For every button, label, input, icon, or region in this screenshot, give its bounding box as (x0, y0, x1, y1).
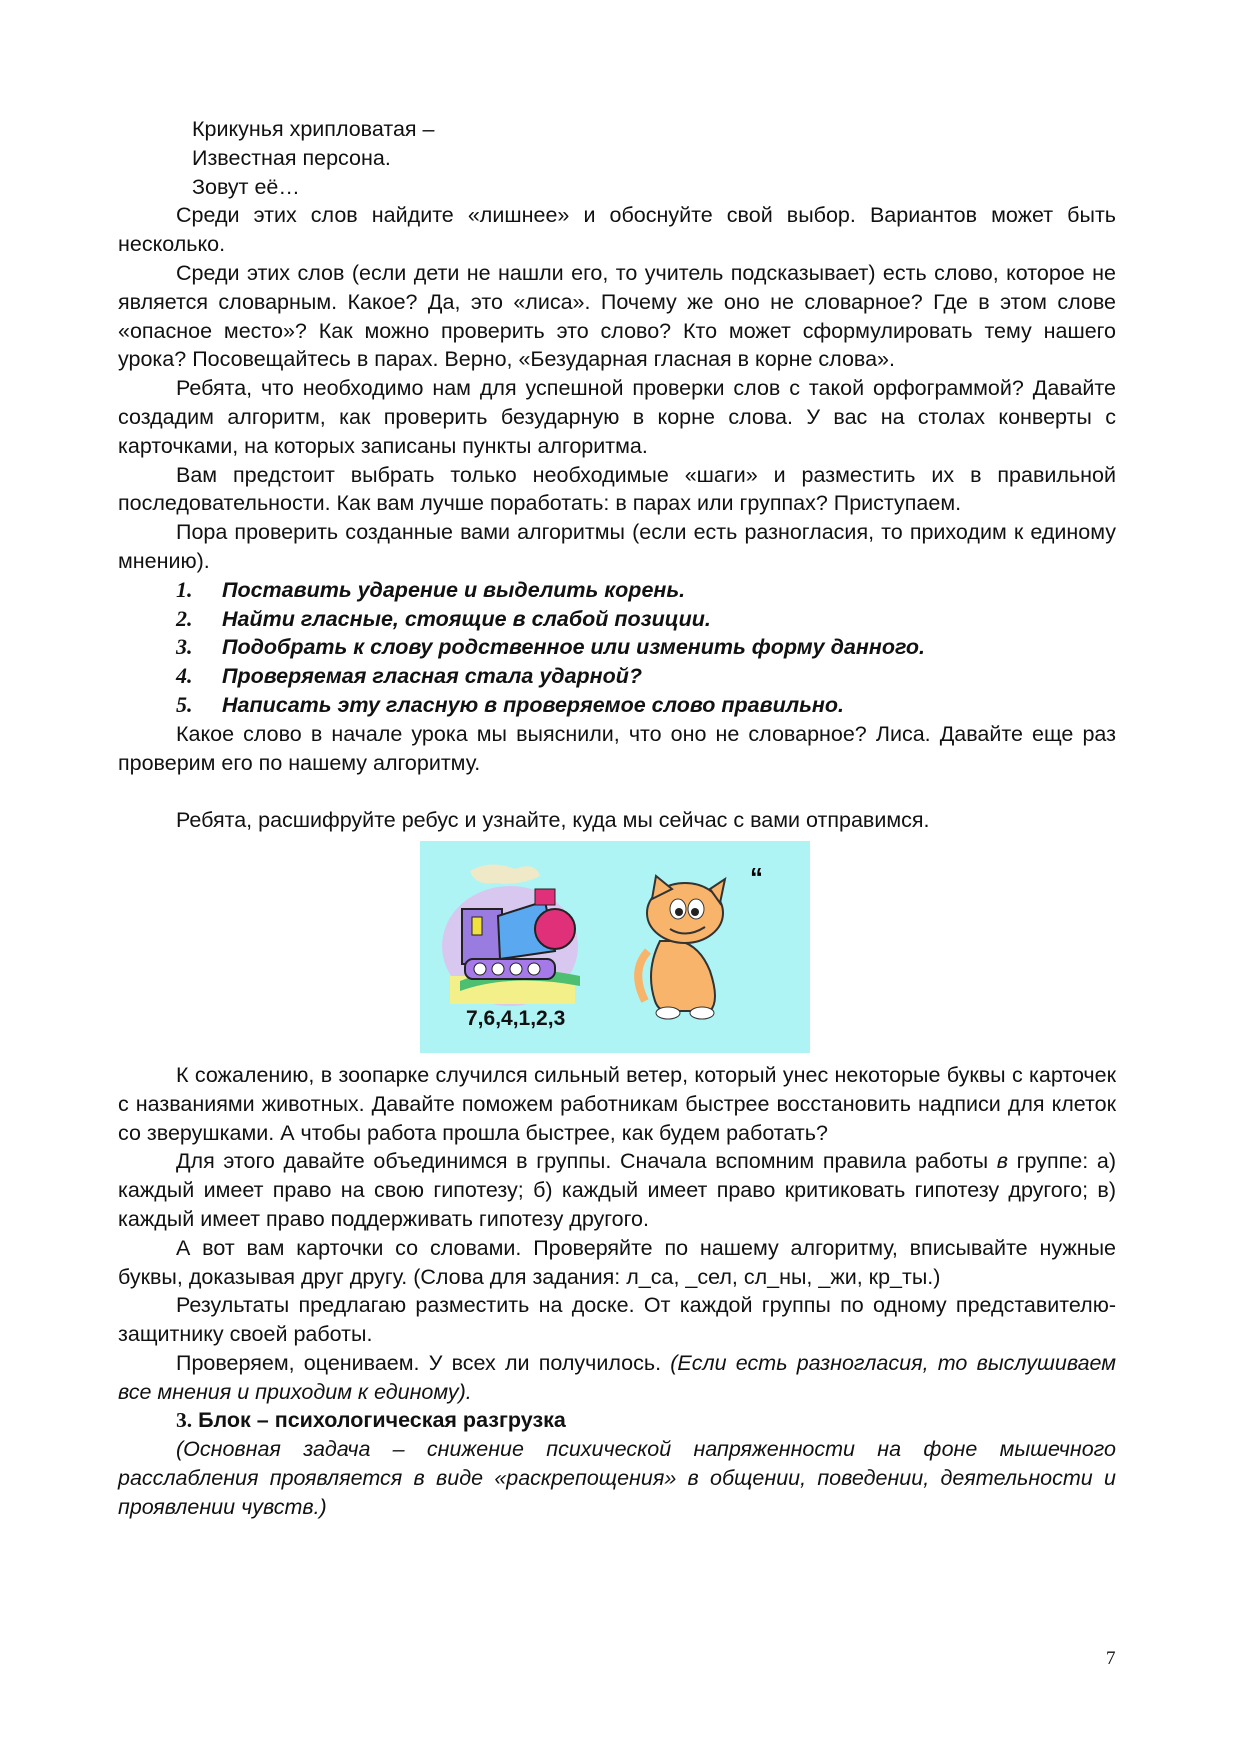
rebus-image (420, 841, 810, 1053)
paragraph: Вам предстоит выбрать только необходимые «шаги» и разместить их в правильной последовательности. Как вам лучше поработать: в парах или группах? Приступаем. (118, 462, 1116, 516)
algorithm-list (118, 576, 1116, 720)
rebus-quote: “ (750, 861, 763, 892)
step-number: 5. (176, 691, 193, 717)
train-icon (442, 864, 580, 1006)
page-number: 7 (1106, 1648, 1116, 1669)
text-italic: в (996, 1149, 1008, 1174)
algorithm-step (118, 605, 1116, 634)
paragraph: К сожалению, в зоопарке случился сильный ветер, который унес некоторые буквы с карточек с названиями животных. Давайте поможем работникам быстрее восстановить надписи для клеток со зверушками. А чтобы работа прошла быстрее, как будем работать? (118, 1062, 1116, 1145)
step-text: Написать эту гласную в проверяемое слово правильно. (222, 692, 844, 717)
step-text: Проверяемая гласная стала ударной? (222, 664, 643, 689)
document-body (118, 115, 1116, 1522)
step-number: 3. (176, 634, 193, 660)
rebus-numbers: 7,6,4,1,2,3 (466, 1006, 566, 1030)
text: Для этого давайте объединимся в группы. Сначала вспомним правила работы (176, 1149, 997, 1174)
paragraph: Среди этих слов (если дети не нашли его, то учитель подсказывает) есть слово, которое не является словарным. Какое? Да, это «лиса». Почему же оно не словарное? Где в этом слове «опасное место»? Как можно проверить это слово? Кто может сформулировать тему нашего урока? Посовещайтесь в парах. Верно, «Безударная гласная в корне слова». (118, 260, 1116, 372)
paragraph (118, 1349, 1116, 1407)
poem-line: Крикунья хрипловатая – (192, 117, 435, 141)
paragraph: Среди этих слов найдите «лишнее» и обоснуйте свой выбор. Вариантов может быть несколько. (118, 203, 1116, 257)
step-text: Подобрать к слову родственное или изменить форму данного. (222, 635, 926, 660)
step-text: Найти гласные, стоящие в слабой позиции. (222, 606, 711, 631)
paragraph: Ребята, что необходимо нам для успешной проверки слов с такой орфограммой? Давайте создадим алгоритм, как проверить безударную в корне слова. У вас на столах конверты с карточками, на которых записаны пункты алгоритма. (118, 376, 1116, 458)
paragraph: А вот вам карточки со словами. Проверяйте по нашему алгоритму, вписывайте нужные буквы, доказывая друг другу. (Слова для задания: л_са, _сел, сл_ны, _жи, кр_ты.) (118, 1235, 1116, 1289)
algorithm-step (118, 662, 1116, 691)
text: Проверяем, оцениваем. У всех ли получилось. (176, 1350, 671, 1375)
section-number: 3. (176, 1408, 193, 1433)
poem-line: Известная персона. (192, 145, 391, 170)
paragraph: Результаты предлагаю разместить на доске. От каждой группы по одному представителю-защитнику своей работы. (118, 1293, 1116, 1347)
step-text: Поставить ударение и выделить корень. (222, 577, 686, 602)
step-number: 1. (176, 576, 193, 602)
section-title: Блок – психологическая разгрузка (192, 1408, 566, 1433)
text: группе: а) каждый имеет право на свою гипотезу; б) каждый имеет право критиковать гипотезу другого; в) каждый имеет право поддерживать гипотезу другого. (118, 1149, 1116, 1231)
section-heading (118, 1406, 1116, 1435)
algorithm-step (118, 691, 1116, 720)
paragraph (118, 1435, 1116, 1521)
algorithm-step (118, 633, 1116, 662)
step-number: 2. (176, 605, 193, 631)
poem-line: Зовут её… (192, 174, 300, 199)
paragraph: Пора проверить созданные вами алгоритмы (если есть разногласия, то приходим к единому мнению). (118, 520, 1116, 573)
paragraph (118, 1147, 1116, 1233)
text-italic: (Основная задача – снижение психической напряженности на фоне мышечного расслабления проявляется в виде «раскрепощения» в общении, поведении, деятельности и проявлении чувств.) (118, 1437, 1116, 1519)
paragraph: Какое слово в начале урока мы выяснили, что оно не словарное? Лиса. Давайте еще раз проверим его по нашему алгоритму. (118, 721, 1116, 775)
text-italic: (Если есть разногласия, то выслушиваем все мнения и приходим к единому). (118, 1350, 1116, 1404)
algorithm-step (118, 576, 1116, 605)
step-number: 4. (176, 663, 193, 689)
paragraph: Ребята, расшифруйте ребус и узнайте, куда мы сейчас с вами отправимся. (176, 808, 930, 833)
cat-icon (638, 876, 725, 1019)
